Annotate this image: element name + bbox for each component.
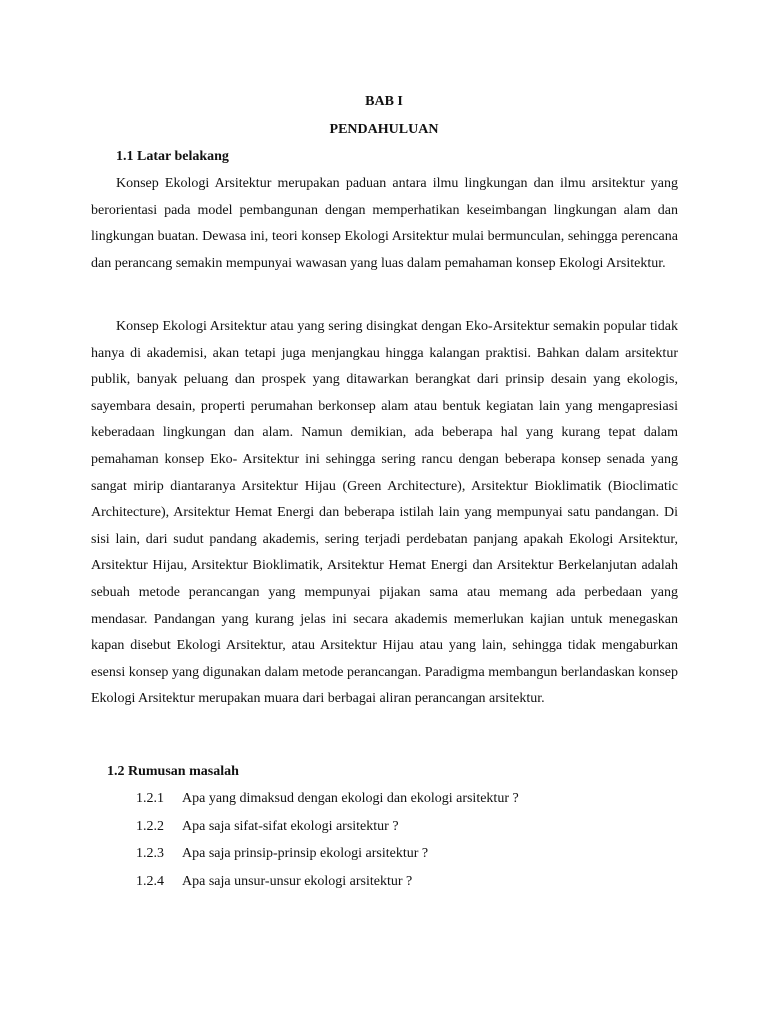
list-item xyxy=(136,818,676,846)
list-item xyxy=(136,873,676,901)
list-item-number: 1.2.2 xyxy=(136,818,164,834)
paragraph-2-container xyxy=(91,314,678,713)
list-item-number: 1.2.3 xyxy=(136,846,164,862)
list-item xyxy=(136,845,676,873)
paragraph: Konsep Ekologi Arsitektur merupakan paduan antara ilmu lingkungan dan ilmu arsitektur yang berorientasi pada model pembangunan dengan memperhatikan keseimbangan lingkungan alam dan lingkungan buatan. Dewasa ini, teori konsep Ekologi Arsitektur mulai bermunculan, sehingga perencana dan perancang semakin mempunyai wawasan yang luas dalam pemahaman konsep Ekologi Arsitektur. xyxy=(91,176,678,271)
list-item-text: Apa saja sifat-sifat ekologi arsitektur ? xyxy=(182,818,399,834)
list-item-number: 1.2.1 xyxy=(136,791,164,806)
list-item-number: 1.2.4 xyxy=(136,874,164,890)
list-item xyxy=(136,790,676,818)
list-item-text: Apa yang dimaksud dengan ekologi dan ekologi arsitektur ? xyxy=(182,791,519,806)
chapter-number: BAB I xyxy=(365,94,403,109)
list-item-text: Apa saja unsur-unsur ekologi arsitektur ? xyxy=(182,874,413,890)
research-questions-list xyxy=(136,790,676,901)
paragraph-1-container xyxy=(91,171,678,277)
section-heading-rumusan-masalah: 1.2 Rumusan masalah xyxy=(107,764,239,779)
list-item-text: Apa saja prinsip-prinsip ekologi arsitektur ? xyxy=(182,846,429,862)
chapter-title: PENDAHULUAN xyxy=(329,122,439,137)
paragraph: Konsep Ekologi Arsitektur atau yang sering disingkat dengan Eko-Arsitektur semakin popular tidak hanya di akademisi, akan tetapi juga menjangkau hingga kalangan praktisi. Bahkan dalam arsitektur publik, banyak peluang dan prospek yang ditawarkan berangkat dari prinsip desain yang ekologis, sayembara desain, properti perumahan berkonsep alam atau bentuk kegiatan lain yang mengapresiasi keberadaan lingkungan dan alam. Namun demikian, ada beberapa hal yang kurang tepat dalam pemahaman konsep Eko- Arsitektur ini sehingga sering rancu dengan beberapa konsep senada yang sangat mirip diantaranya Arsitektur Hijau (Green Architecture), Arsitektur Bioklimatik (Bioclimatic Architecture), Arsitektur Hemat Energi dan beberapa istilah lain yang mempunyai satu pandangan. Di sisi lain, dari sudut pandang akademis, sering terjadi perdebatan panjang apakah Ekologi Arsitektur, Arsitektur Hijau, Arsitektur Bioklimatik, Arsitektur Hemat Energi dan Arsitektur Berkelanjutan adalah sebuah metode perancangan yang mempunyai pijakan sama atau memang ada perbedaan yang mendasar. Pandangan yang kurang jelas ini secara akademis memerlukan kajian untuk menegaskan kapan disebut Ekologi Arsitektur, atau Arsitektur Hijau atau yang lain, sehingga tidak mengaburkan esensi konsep yang digunakan dalam metode perancangan. Paradigma membangun berlandaskan konsep Ekologi Arsitektur merupakan muara dari berbagai aliran perancangan arsitektur. xyxy=(91,319,678,707)
section-heading-latar-belakang: 1.1 Latar belakang xyxy=(116,149,229,164)
